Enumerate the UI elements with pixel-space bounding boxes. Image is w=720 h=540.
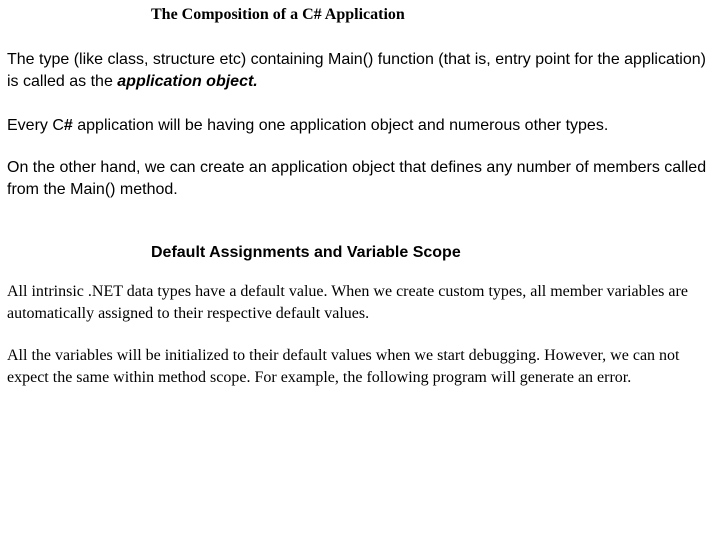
hash-symbol: # [63, 117, 73, 134]
paragraph-initialized-variables: All the variables will be initialized to their default values when we start debugging. However, we can not expect the same within method scope. For example, the following program will generate an error. [7, 347, 680, 386]
paragraph-other-hand: On the other hand, we can create an application object that defines any number of members called from the Main() method. [7, 159, 707, 198]
emphasis-application-object: application object. [117, 73, 258, 90]
paragraph-text: Every C [7, 117, 64, 134]
paragraph-text: application will be having one application object and numerous other types. [72, 117, 609, 134]
paragraph-application-object [7, 49, 707, 93]
paragraph-intrinsic-types: All intrinsic .NET data types have a default value. When we create custom types, all member variables are automatically assigned to their respective default values. [7, 283, 688, 322]
section-title-default-assignments: Default Assignments and Variable Scope [151, 244, 461, 261]
paragraph-text: The type (like class, structure etc) containing Main() function (that is, entry point for the application) is called as the [7, 51, 706, 90]
section-title-composition: The Composition of a C# Application [151, 6, 405, 23]
paragraph-one-application-object [7, 115, 713, 137]
